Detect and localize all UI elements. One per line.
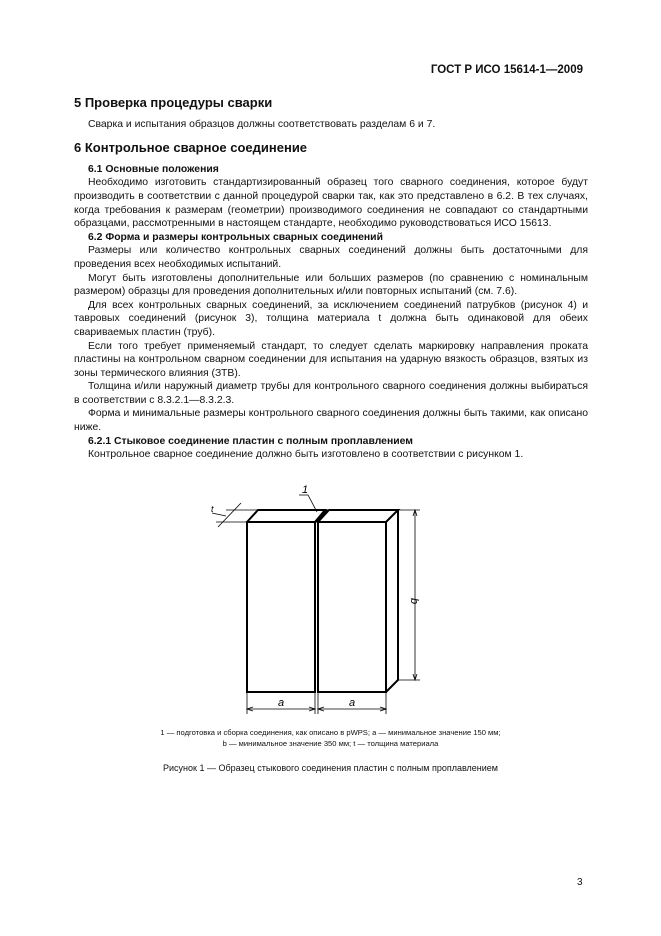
- paragraph: Необходимо изготовить стандартизированный образец того сварного соединения, которое будут производить в соответствии с данной процедурой сварки так, как это представлено в 6.2. В тех случаях, когда требования к размерам (геометрии) производимого соединения не совпадают со стандартными образцами, рассмотренными в настоящем стандарте, необходимо руководствоваться ИСО 15613.: [74, 177, 588, 230]
- paragraph: Могут быть изготовлены дополнительные или больших размеров (по сравнению с номинальным размером) образцы для проведения дополнительных и/или повторных испытаний (см. 7.6).: [74, 272, 588, 298]
- document-header: ГОСТ Р ИСО 15614-1—2009: [430, 64, 583, 76]
- label-b: b: [408, 598, 420, 605]
- label-a-left: a: [278, 697, 285, 709]
- paragraph: Форма и минимальные размеры контрольного сварного соединения должны быть такими, как описано ниже.: [74, 408, 588, 434]
- section-5-title: 5 Проверка процедуры сварки: [74, 95, 273, 110]
- figure-legend: [0, 727, 661, 749]
- left-plate: [247, 510, 325, 692]
- page-number: 3: [577, 877, 583, 888]
- paragraph: Если того требует применяемый стандарт, то следует сделать маркировку направления проката пластины на контрольном сварном соединении для испытания на ударную вязкость образцов, взятых из зоны термического влияния (ЗТВ).: [74, 340, 588, 379]
- legend-line-2: b — минимальное значение 350 мм; t — толщина материала: [222, 739, 439, 748]
- section-6-2-title: 6.2 Форма и размеры контрольных сварных соединений: [88, 231, 383, 243]
- section-6-2-1-title: 6.2.1 Стыковое соединение пластин с полным проплавлением: [88, 435, 413, 447]
- dimension-t: [212, 503, 258, 527]
- dimension-b: [398, 510, 420, 680]
- right-plate: [318, 510, 398, 692]
- figure-caption: Рисунок 1 — Образец стыкового соединения пластин с полным проплавлением: [163, 763, 498, 773]
- paragraph: Для всех контрольных сварных соединений, за исключением соединений патрубков (рисунок 4) и тавровых соединений (рисунок 3), толщина материала t должна быть одинаковой для обеих свариваемых пластин (труб).: [74, 299, 588, 338]
- legend-line-1: 1 — подготовка и сборка соединения, как описано в pWPS; a — минимальное значение 150 мм;: [160, 728, 501, 737]
- dimension-a: [247, 692, 386, 714]
- paragraph: Толщина и/или наружный диаметр трубы для контрольного сварного соединения должны выбираться в соответствии с 8.3.2.1—8.3.2.3.: [74, 381, 588, 406]
- paragraph: Размеры или количество контрольных сварных соединений должны быть достаточными для проведения всех необходимых испытаний.: [74, 245, 588, 270]
- label-1: 1: [302, 484, 309, 496]
- section-5-text: Сварка и испытания образцов должны соответствовать разделам 6 и 7.: [88, 118, 436, 130]
- paragraph: Контрольное сварное соединение должно быть изготовлено в соответствии с рисунком 1.: [88, 449, 524, 461]
- label-a-right: a: [349, 697, 356, 709]
- section-6-1-title: 6.1 Основные положения: [88, 163, 219, 175]
- label-t: t: [211, 504, 214, 514]
- section-6-title: 6 Контрольное сварное соединение: [74, 140, 308, 156]
